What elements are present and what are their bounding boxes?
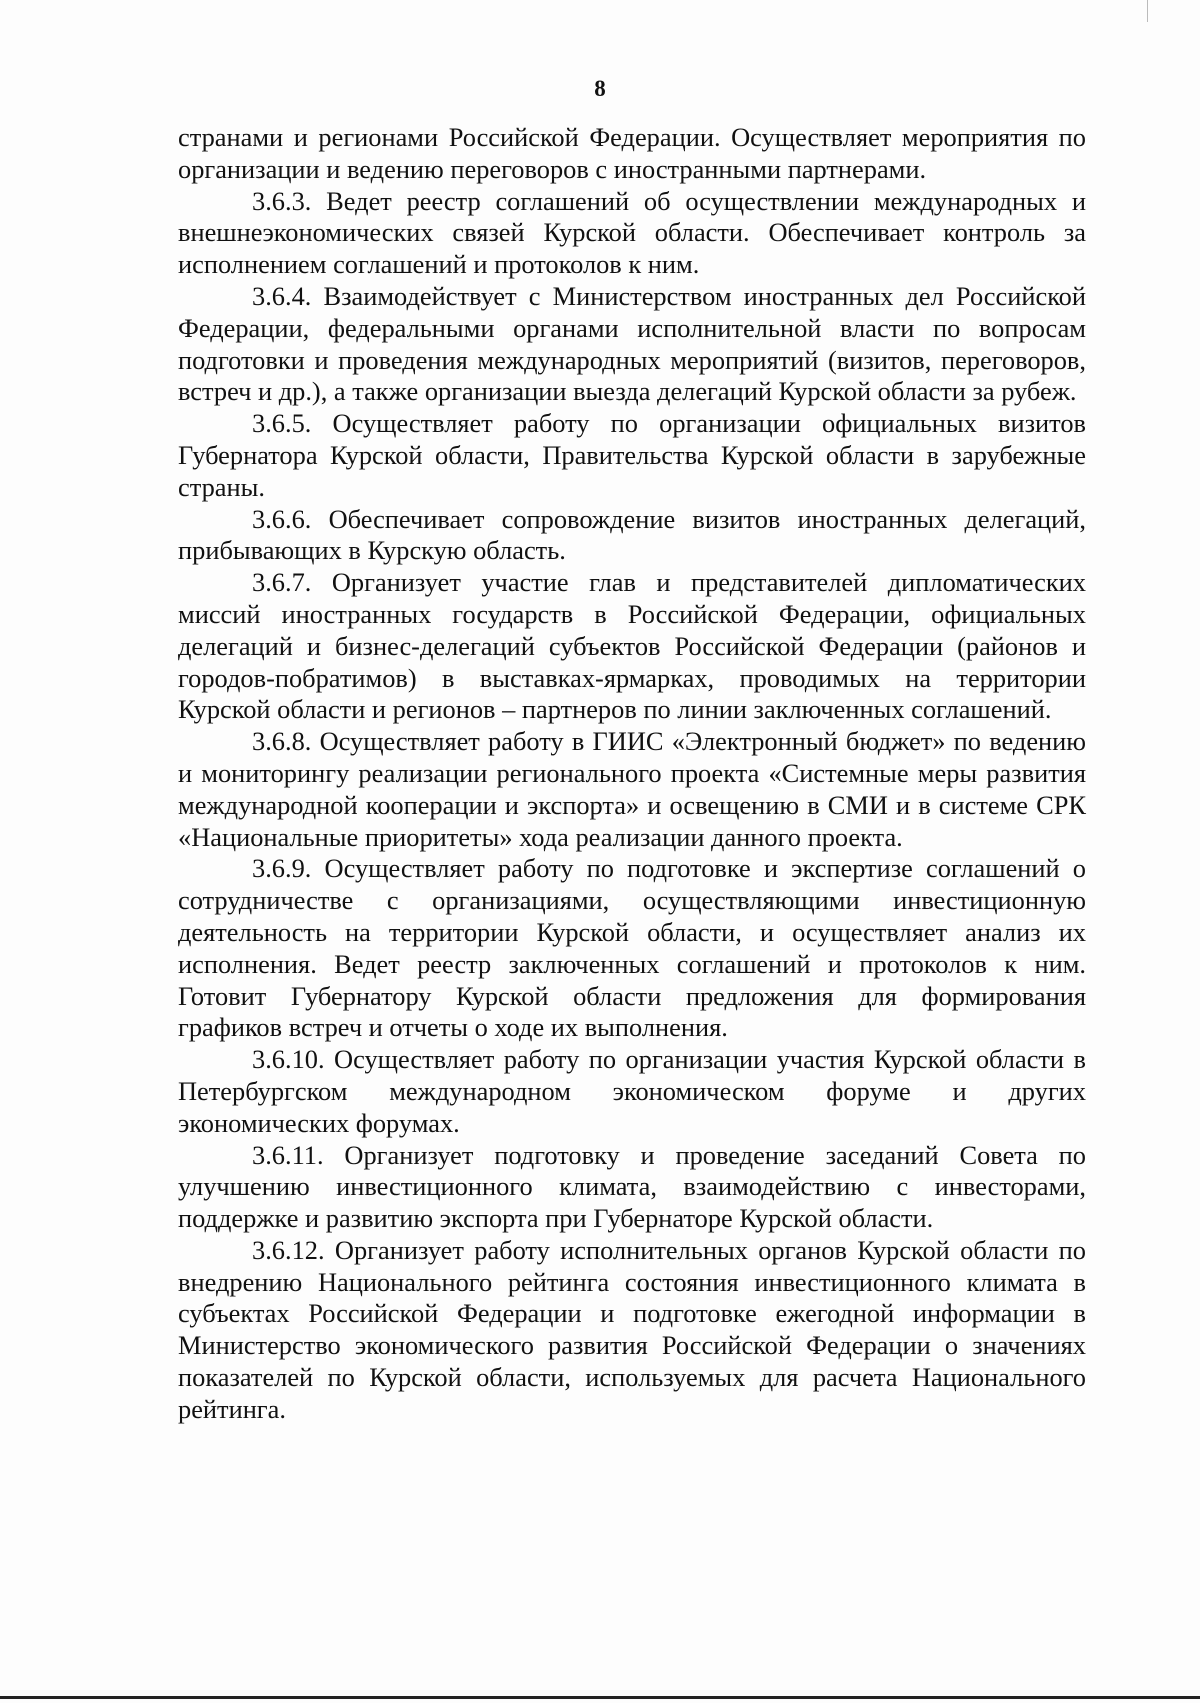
paragraph-continuation: странами и регионами Российской Федерации. Осуществляет мероприятия по организации и ведению переговоров с иностранными партнерами. [178,122,1086,184]
scan-artifact [1147,0,1148,22]
document-body [178,122,1086,1426]
paragraph-3-6-10: 3.6.10. Осуществляет работу по организации участия Курской области в Петербургском международном экономическом форуме и других экономических форумах. [178,1044,1086,1138]
paragraph-3-6-3: 3.6.3. Ведет реестр соглашений об осуществлении международных и внешнеэкономических связей Курской области. Обеспечивает контроль за исполнением соглашений и протоколов к ним. [178,185,1086,280]
paragraph-3-6-7: 3.6.7. Организует участие глав и представителей дипломатических миссий иностранных государств в Российской Федерации, официальных делегаций и бизнес-делегаций субъектов Российской Федерации (районов и городов-побратимов) в выставках-ярмарках, проводимых на территории Курской области и регионов – партнеров по линии заключенных соглашений. [178,567,1086,725]
paragraph-3-6-4: 3.6.4. Взаимодействует с Министерством иностранных дел Российской Федерации, федеральными органами исполнительной власти по вопросам подготовки и проведения международных мероприятий (визитов, переговоров, встреч и др.), а также организации выезда делегаций Курской области за рубеж. [178,280,1086,407]
paragraph-3-6-9: 3.6.9. Осуществляет работу по подготовке и экспертизе соглашений о сотрудничестве с организациями, осуществляющими инвестиционную деятельность на территории Курской области, и осуществляет анализ их исполнения. Ведет реестр заключенных соглашений и протоколов к ним. Готовит Губернатору Курской области предложения для формирования графиков встреч и отчеты о ходе их выполнения. [178,853,1086,1043]
page-bottom-edge [0,1696,1200,1699]
paragraph-3-6-12: 3.6.12. Организует работу исполнительных органов Курской области по внедрению Национального рейтинга состояния инвестиционного климата в субъектах Российской Федерации и подготовке ежегодной информации в Министерство экономического развития Российской Федерации о значениях показателей по Курской области, используемых для расчета Национального рейтинга. [178,1234,1086,1424]
paragraph-3-6-5: 3.6.5. Осуществляет работу по организации официальных визитов Губернатора Курской области, Правительства Курской области в зарубежные страны. [178,408,1086,502]
paragraph-3-6-6: 3.6.6. Обеспечивает сопровождение визитов иностранных делегаций, прибывающих в Курскую область. [178,503,1086,566]
paragraph-3-6-8: 3.6.8. Осуществляет работу в ГИИС «Электронный бюджет» по ведению и мониторингу реализации регионального проекта «Системные меры развития международной кооперации и экспорта» и освещению в СМИ и в системе СРК «Национальные приоритеты» хода реализации данного проекта. [178,726,1086,852]
page-number: 8 [594,76,606,101]
paragraph-3-6-11: 3.6.11. Организует подготовку и проведение заседаний Совета по улучшению инвестиционного климата, взаимодействию с инвесторами, поддержке и развитию экспорта при Губернаторе Курской области. [178,1139,1086,1234]
